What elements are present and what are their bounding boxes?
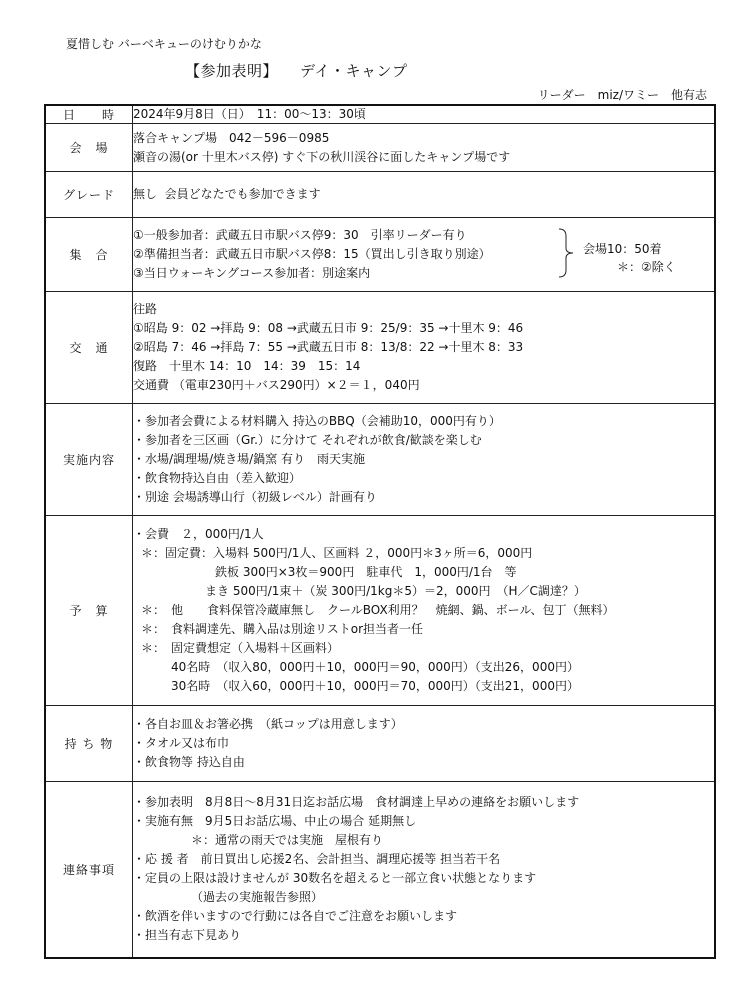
venue-line: 落合キャンプ場 042－596－0985	[133, 130, 330, 145]
cell-venue	[133, 124, 716, 172]
title-tag: 【参加表明】	[185, 62, 279, 80]
cell-contact	[133, 782, 716, 958]
label-contact: 連絡事項	[45, 782, 133, 958]
transport-line: 往路	[133, 302, 158, 316]
event-table	[44, 104, 716, 959]
cell-content	[133, 404, 716, 516]
budget-line: ＊：固定費：入場料 500円/1人、区画料 ２，000円＊3ヶ所＝6，000円	[141, 546, 533, 560]
contact-line: （過去の実施報告参照）	[191, 890, 324, 905]
assembly-line: ①一般参加者：武蔵五日市駅バス停9：30 引率リーダー有り	[133, 228, 467, 242]
arrival-note	[583, 240, 676, 276]
venue-line: 瀬音の湯(or 十里木バス停) すぐ下の秋川渓谷に面したキャンプ場です	[133, 149, 511, 164]
row-datetime	[45, 105, 715, 124]
grade-text: 無し 会員どなたでも参加できます	[133, 187, 321, 201]
assembly-line: ②準備担当者：武蔵五日市駅バス停8：15（買出し引き取り別途）	[133, 247, 491, 261]
label-datetime: 日 時	[45, 105, 133, 124]
cell-transport	[133, 292, 716, 404]
row-contact	[45, 782, 715, 958]
transport-line: 交通費 （電車230円＋バス290円）×２＝１，040円	[133, 378, 420, 392]
contact-line: ・参加表明 8月8日～8月31日迄お話広場 食材調達上早めの連絡をお願いします	[133, 795, 580, 810]
row-grade	[45, 172, 715, 218]
row-belongings	[45, 706, 715, 782]
page-title	[185, 60, 407, 81]
row-budget	[45, 516, 715, 706]
content-line: ・参加者を三区画（Gr.）に分けて それぞれが飲食/歓談を楽しむ	[133, 433, 482, 447]
budget-line: ・会費 ２，000円/1人	[133, 527, 264, 541]
label-transport: 交 通	[45, 292, 133, 404]
budget-line: 鉄板 300円×3枚＝900円 駐車代 1，000円/1台 等	[215, 565, 517, 579]
title-event: デイ・キャンプ	[300, 62, 408, 80]
content-line: ・別途 会場誘導山行（初級レベル）計画有り	[133, 490, 377, 504]
budget-line: ＊： 他 食料保管冷蔵庫無し クールBOX利用？ 焼網、鍋、ボール、包丁（無料）	[141, 603, 615, 617]
arrival-time: 会場10：50着	[583, 242, 662, 256]
cell-grade	[133, 172, 716, 218]
right-brace-icon	[557, 228, 575, 278]
contact-line: ・飲酒を伴いますので行動には各自でご注意をお願いします	[133, 909, 458, 924]
contact-line: ・実施有無 9月5日お話広場、中止の場合 延期無し	[133, 814, 417, 829]
content-line: ・参加者会費による材料購入 持込のBBQ（会補助10，000円有り）	[133, 414, 501, 428]
label-venue: 会 場	[45, 124, 133, 172]
contact-line: ・担当有志下見あり	[133, 928, 242, 943]
budget-line: 40名時 （収入80，000円＋10，000円＝90，000円）（支出26，000円）	[171, 660, 579, 674]
row-assembly	[45, 218, 715, 292]
label-content: 実施内容	[45, 404, 133, 516]
cell-assembly	[133, 218, 716, 292]
budget-line: 30名時 （収入60，000円＋10，000円＝70，000円）（支出21，000円）	[171, 679, 579, 693]
label-assembly: 集 合	[45, 218, 133, 292]
contact-line: ＊：通常の雨天では実施 屋根有り	[191, 833, 384, 848]
belongings-line: ・飲食物等 持込自由	[133, 755, 245, 769]
belongings-line: ・各自お皿＆お箸必携 （紙コップは用意します）	[133, 717, 403, 731]
row-venue	[45, 124, 715, 172]
budget-line: ＊： 固定費想定（入場料＋区画料）	[141, 641, 340, 655]
cell-datetime	[133, 105, 716, 124]
label-budget: 予 算	[45, 516, 133, 706]
transport-line: ①昭島 9：02 →拝島 9：08 →武蔵五日市 9：25/9：35 →十里木 9：46	[133, 321, 524, 335]
datetime-text: 2024年9月8日（日） 11：00～13：30頃	[133, 107, 366, 121]
contact-line: ・定員の上限は設けませんが 30数名を超えると一部立食い状態となります	[133, 871, 537, 886]
leader-line: リーダー miz/ワミー 他有志	[537, 88, 707, 102]
budget-line: ＊： 食料調達先、購入品は別途リストor担当者一任	[141, 622, 424, 636]
transport-line: ②昭島 7：46 →拝島 7：55 →武蔵五日市 8：13/8：22 →十里木 8：33	[133, 340, 524, 354]
label-belongings: 持 ち 物	[45, 706, 133, 782]
transport-line: 復路 十里木 14：10 14：39 15：14	[133, 359, 361, 373]
label-grade: グレード	[45, 172, 133, 218]
arrival-exception: ＊：②除く	[617, 260, 676, 274]
cell-budget	[133, 516, 716, 706]
row-transport	[45, 292, 715, 404]
row-content	[45, 404, 715, 516]
belongings-line: ・タオル又は布巾	[133, 736, 230, 750]
content-line: ・飲食物持込自由（差入歓迎）	[133, 471, 302, 485]
assembly-line: ③当日ウォーキングコース参加者：別途案内	[133, 266, 371, 280]
pretitle-haiku: 夏惜しむ バーベキューのけむりかな	[66, 37, 262, 51]
budget-line: まき 500円/1束＋（炭 300円/1kg＊5）＝2，000円 （H／C調達？）	[205, 584, 586, 598]
cell-belongings	[133, 706, 716, 782]
contact-line: ・応 援 者 前日買出し応援2名、会計担当、調理応援等 担当若干名	[133, 852, 501, 867]
content-line: ・水場/調理場/焼き場/鍋窯 有り 雨天実施	[133, 452, 365, 466]
